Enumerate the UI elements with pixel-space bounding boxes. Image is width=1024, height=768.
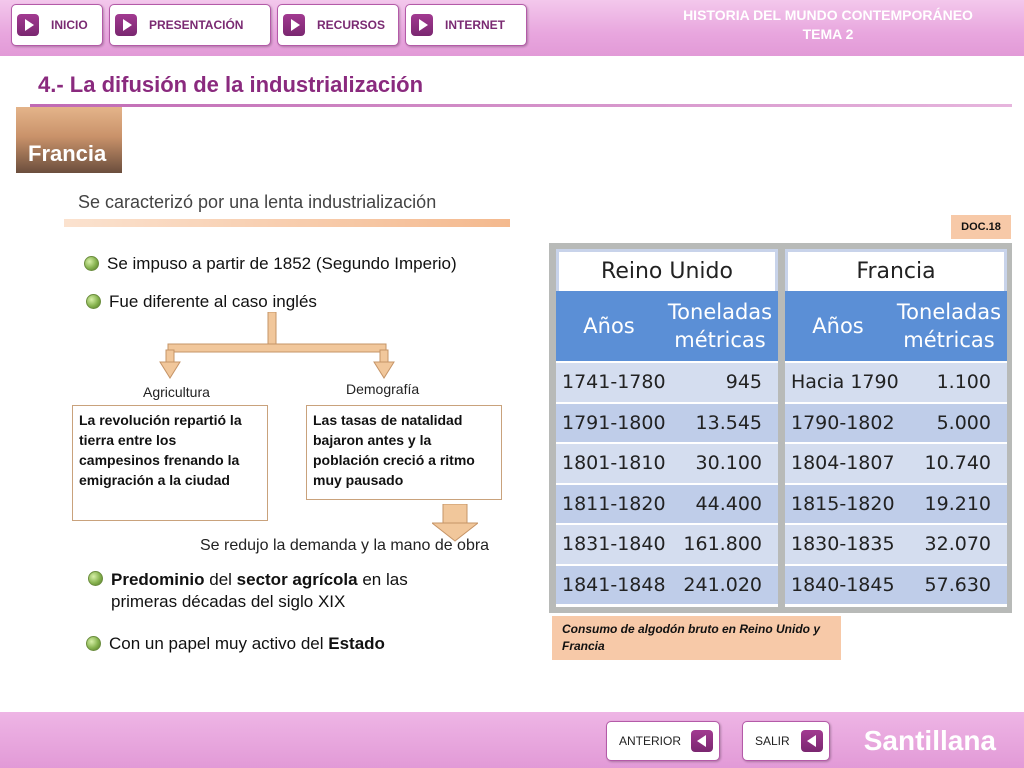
presentacion-button[interactable] <box>109 4 271 46</box>
page-title: 4.- La difusión de la industrialización <box>38 72 424 97</box>
table-row <box>556 442 778 483</box>
cell-tons: 10.740 <box>924 452 991 475</box>
table-row <box>785 523 1007 564</box>
subtitle: Se caracterizó por una lenta industrialización <box>78 192 437 212</box>
table-row <box>556 564 778 605</box>
internet-button[interactable] <box>405 4 527 46</box>
table-row <box>785 402 1007 443</box>
bullet-icon <box>88 571 103 586</box>
header-tons: Toneladas métricas <box>896 300 1002 352</box>
cell-years: 1815-1820 <box>791 492 895 515</box>
cell-years: Hacia 1790 <box>791 371 899 394</box>
header-years: Años <box>583 314 635 338</box>
cell-tons: 5.000 <box>936 411 991 434</box>
play-icon <box>17 14 39 36</box>
bullet-item <box>88 569 478 613</box>
table-row <box>785 361 1007 402</box>
column-header <box>556 291 778 361</box>
inicio-label: INICIO <box>51 18 88 32</box>
cell-tons: 945 <box>725 371 762 394</box>
table-row <box>556 523 778 564</box>
cell-tons: 161.800 <box>683 533 762 556</box>
demografia-box: Las tasas de natalidad bajaron antes y la población creció a ritmo muy pausado <box>306 405 502 500</box>
table-row <box>556 483 778 524</box>
bullet-icon <box>86 294 101 309</box>
table-row <box>785 564 1007 605</box>
table-row <box>785 442 1007 483</box>
column-title: Reino Unido <box>556 249 778 291</box>
column-header <box>785 291 1007 361</box>
cell-years: 1741-1780 <box>562 371 666 394</box>
bullet-item <box>84 254 457 274</box>
cell-years: 1840-1845 <box>791 573 895 596</box>
column-title: Francia <box>785 249 1007 291</box>
bullet-text: Con un papel muy activo del Estado <box>109 634 385 653</box>
bullet-text: Se impuso a partir de 1852 (Segundo Imperio) <box>107 254 457 273</box>
agricultura-label: Agricultura <box>143 384 210 400</box>
section-tab-label: Francia <box>28 141 107 166</box>
cell-years: 1801-1810 <box>562 452 666 475</box>
cell-tons: 32.070 <box>924 533 991 556</box>
table-row <box>556 361 778 402</box>
bullet-icon <box>86 636 101 651</box>
cell-years: 1811-1820 <box>562 492 666 515</box>
internet-label: INTERNET <box>445 18 505 32</box>
presentacion-label: PRESENTACIÓN <box>149 18 244 32</box>
header-tons: Toneladas métricas <box>667 300 773 352</box>
cell-tons: 30.100 <box>695 452 762 475</box>
play-icon <box>411 14 433 36</box>
recursos-button[interactable] <box>277 4 399 46</box>
cell-tons: 13.545 <box>695 411 762 434</box>
subtitle-underline <box>64 219 510 227</box>
course-subject: HISTORIA DEL MUNDO CONTEMPORÁNEO <box>683 7 973 23</box>
bullet-text: Fue diferente al caso inglés <box>109 292 317 311</box>
agricultura-box: La revolución repartió la tierra entre los campesinos frenando la emigración a la ciudad <box>72 405 268 521</box>
table-column-francia <box>785 249 1007 607</box>
title-divider <box>30 104 1012 107</box>
cell-tons: 19.210 <box>924 492 991 515</box>
doc-label: DOC.18 <box>951 215 1011 239</box>
table-row <box>785 483 1007 524</box>
branch-diagram <box>158 312 398 382</box>
section-tab <box>16 107 122 173</box>
bullet-item <box>86 634 385 654</box>
demografia-label: Demografía <box>346 381 420 397</box>
bullet-icon <box>84 256 99 271</box>
play-icon <box>283 14 305 36</box>
cell-tons: 241.020 <box>683 573 762 596</box>
recursos-label: RECURSOS <box>317 18 386 32</box>
table-row <box>556 402 778 443</box>
salir-label: SALIR <box>755 734 790 748</box>
data-table <box>549 243 1012 613</box>
cell-years: 1804-1807 <box>791 452 895 475</box>
back-arrow-icon <box>801 730 823 752</box>
cell-tons: 57.630 <box>924 573 991 596</box>
header-years: Años <box>812 314 864 338</box>
cell-years: 1830-1835 <box>791 533 895 556</box>
anterior-button[interactable] <box>606 721 720 761</box>
brand-logo: Santillana <box>863 725 996 756</box>
cell-tons: 1.100 <box>936 371 991 394</box>
doc-caption: Consumo de algodón bruto en Reino Unido y Francia <box>552 616 841 660</box>
cell-years: 1790-1802 <box>791 411 895 434</box>
cell-tons: 44.400 <box>695 492 762 515</box>
anterior-label: ANTERIOR <box>619 734 682 748</box>
salir-button[interactable] <box>742 721 830 761</box>
bullet-text: Predominio del sector agrícola en las primeras décadas del siglo XIX <box>111 570 408 611</box>
course-title <box>648 6 1008 44</box>
cell-years: 1831-1840 <box>562 533 666 556</box>
table-column-reino-unido <box>556 249 778 607</box>
course-unit: TEMA 2 <box>802 26 854 42</box>
bullet-item <box>86 292 317 312</box>
inicio-button[interactable] <box>11 4 103 46</box>
cell-years: 1791-1800 <box>562 411 666 434</box>
result-note: Se redujo la demanda y la mano de obra <box>200 537 490 554</box>
play-icon <box>115 14 137 36</box>
back-arrow-icon <box>691 730 713 752</box>
cell-years: 1841-1848 <box>562 573 666 596</box>
